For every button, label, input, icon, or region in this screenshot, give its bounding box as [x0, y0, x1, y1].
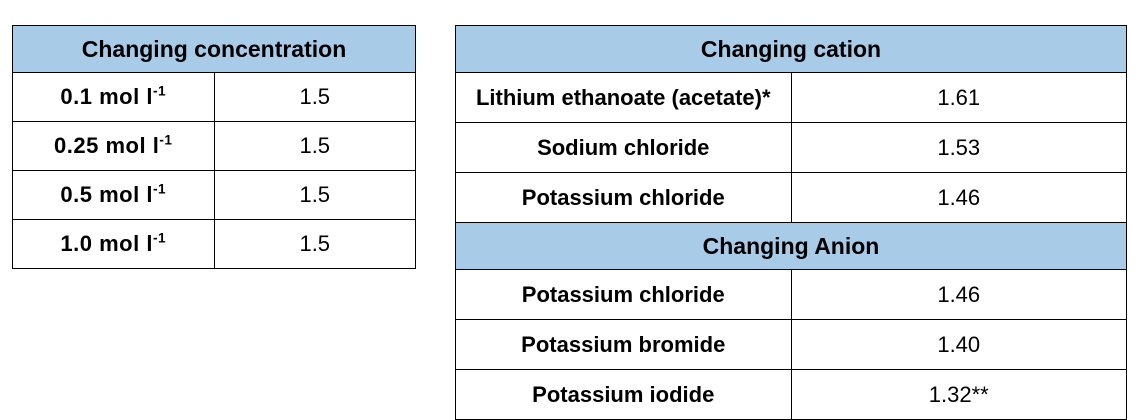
concentration-reading: 1.5	[214, 171, 416, 220]
table-row	[456, 73, 1127, 123]
anion-reading: 1.32**	[791, 370, 1127, 420]
anion-label: Potassium chloride	[456, 270, 792, 320]
concentration-value-3: 1.0	[60, 231, 93, 256]
cation-label: Potassium chloride	[456, 173, 792, 223]
table-changing-concentration	[12, 25, 416, 269]
table-header-changing-cation: Changing cation	[456, 26, 1127, 73]
table-row	[13, 171, 416, 220]
anion-label: Potassium bromide	[456, 320, 792, 370]
cation-reading: 1.53	[791, 123, 1127, 173]
table-row	[456, 123, 1127, 173]
concentration-value-0: 0.1	[60, 84, 93, 109]
table-row	[456, 370, 1127, 420]
table-row	[456, 320, 1127, 370]
concentration-reading: 1.5	[214, 220, 416, 269]
table-row	[456, 270, 1127, 320]
concentration-label	[13, 73, 215, 122]
anion-reading: 1.40	[791, 320, 1127, 370]
concentration-label	[13, 122, 215, 171]
concentration-value-1: 0.25	[54, 133, 99, 158]
table-header-row	[456, 26, 1127, 73]
anion-label: Potassium iodide	[456, 370, 792, 420]
concentration-unit-3: mol l	[99, 231, 153, 256]
concentration-value-2: 0.5	[60, 182, 93, 207]
cation-label: Lithium ethanoate (acetate)*	[456, 73, 792, 123]
table-row	[456, 173, 1127, 223]
cation-reading: 1.61	[791, 73, 1127, 123]
concentration-exponent-1: -1	[159, 132, 173, 148]
concentration-reading: 1.5	[214, 73, 416, 122]
table-row	[13, 220, 416, 269]
concentration-label	[13, 171, 215, 220]
table-changing-ions	[455, 25, 1127, 420]
cation-reading: 1.46	[791, 173, 1127, 223]
table-header-row	[13, 26, 416, 73]
table-header-changing-anion: Changing Anion	[456, 223, 1127, 270]
concentration-unit-2: mol l	[99, 182, 153, 207]
concentration-exponent-3: -1	[152, 230, 167, 246]
anion-reading: 1.46	[791, 270, 1127, 320]
table-row	[13, 73, 416, 122]
table-row	[13, 122, 416, 171]
concentration-label	[13, 220, 215, 269]
table-header-changing-concentration: Changing concentration	[13, 26, 416, 73]
cation-label: Sodium chloride	[456, 123, 792, 173]
concentration-exponent-2: -1	[152, 181, 167, 197]
concentration-unit-1: mol l	[105, 133, 160, 158]
table-header-row	[456, 223, 1127, 270]
concentration-unit-0: mol l	[99, 84, 153, 109]
concentration-exponent-0: -1	[152, 83, 167, 99]
concentration-reading: 1.5	[214, 122, 416, 171]
